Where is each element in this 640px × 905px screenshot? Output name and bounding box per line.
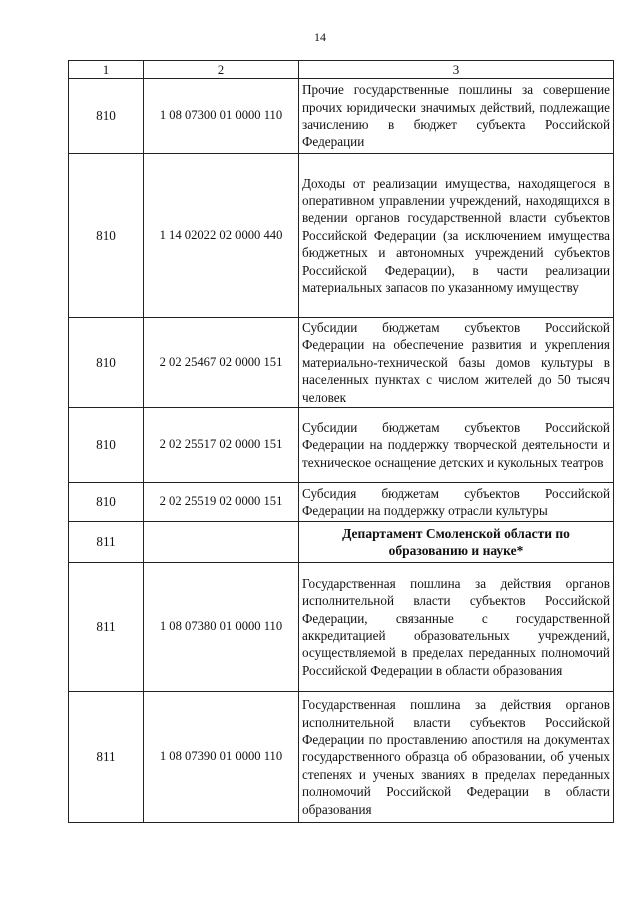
admin-code-cell: 810 xyxy=(69,154,144,318)
budget-code-cell: 1 08 07390 01 0000 110 xyxy=(144,692,299,823)
description-cell: Прочие государственные пошлины за совершение прочих юридически значимых действий, подлежащие зачислению в бюджет субъекта Российской Федерации xyxy=(299,79,614,154)
description-cell: Субсидии бюджетам субъектов Российской Федерации на обеспечение развития и укрепления материально-технической базы домов культуры в населенных пунктах с числом жителей до 50 тысяч человек xyxy=(299,318,614,408)
budget-code-cell: 1 14 02022 02 0000 440 xyxy=(144,154,299,318)
admin-code-cell: 810 xyxy=(69,79,144,154)
classification-table xyxy=(68,60,614,823)
admin-code-cell: 811 xyxy=(69,692,144,823)
admin-code-cell: 811 xyxy=(69,563,144,692)
admin-code-cell: 810 xyxy=(69,408,144,483)
table-row xyxy=(69,154,614,318)
table-row xyxy=(69,79,614,154)
department-title-cell: Департамент Смоленской области по образованию и науке* xyxy=(299,522,614,563)
admin-code-cell: 810 xyxy=(69,318,144,408)
description-cell: Субсидии бюджетам субъектов Российской Федерации на поддержку творческой деятельности и техническое оснащение детских и кукольных театров xyxy=(299,408,614,483)
budget-code-cell: 2 02 25467 02 0000 151 xyxy=(144,318,299,408)
description-cell: Государственная пошлина за действия органов исполнительной власти субъектов Российской Федерации по проставлению апостиля на документах государственного образца об образовании, об ученых степенях и ученых званиях в пределах переданных полномочий Российской Федерации в области образования xyxy=(299,692,614,823)
header-col-3: 3 xyxy=(299,61,614,79)
budget-code-cell xyxy=(144,522,299,563)
section-header-row xyxy=(69,522,614,563)
table-header-row xyxy=(69,61,614,79)
admin-code-cell: 810 xyxy=(69,483,144,522)
page-number: 14 xyxy=(314,30,326,44)
table-row xyxy=(69,692,614,823)
budget-code-cell: 2 02 25517 02 0000 151 xyxy=(144,408,299,483)
header-col-2: 2 xyxy=(144,61,299,79)
table-row xyxy=(69,408,614,483)
admin-code-cell: 811 xyxy=(69,522,144,563)
table-row xyxy=(69,563,614,692)
budget-code-cell: 1 08 07300 01 0000 110 xyxy=(144,79,299,154)
description-cell: Доходы от реализации имущества, находящегося в оперативном управлении учреждений, находящихся в ведении органов государственной власти субъектов Российской Федерации (за исключением имущества бюджетных и автономных учреждений субъектов Российской Федерации), в части реализации материальных запасов по указанному имуществу xyxy=(299,154,614,318)
description-cell: Государственная пошлина за действия органов исполнительной власти субъектов Российской Федерации, связанные с государственной аккредитацией образовательных учреждений, осуществляемой в пределах переданных полномочий Российской Федерации в области образования xyxy=(299,563,614,692)
budget-code-cell: 1 08 07380 01 0000 110 xyxy=(144,563,299,692)
header-col-1: 1 xyxy=(69,61,144,79)
table-row xyxy=(69,318,614,408)
budget-code-cell: 2 02 25519 02 0000 151 xyxy=(144,483,299,522)
table-row xyxy=(69,483,614,522)
description-cell: Субсидия бюджетам субъектов Российской Федерации на поддержку отрасли культуры xyxy=(299,483,614,522)
